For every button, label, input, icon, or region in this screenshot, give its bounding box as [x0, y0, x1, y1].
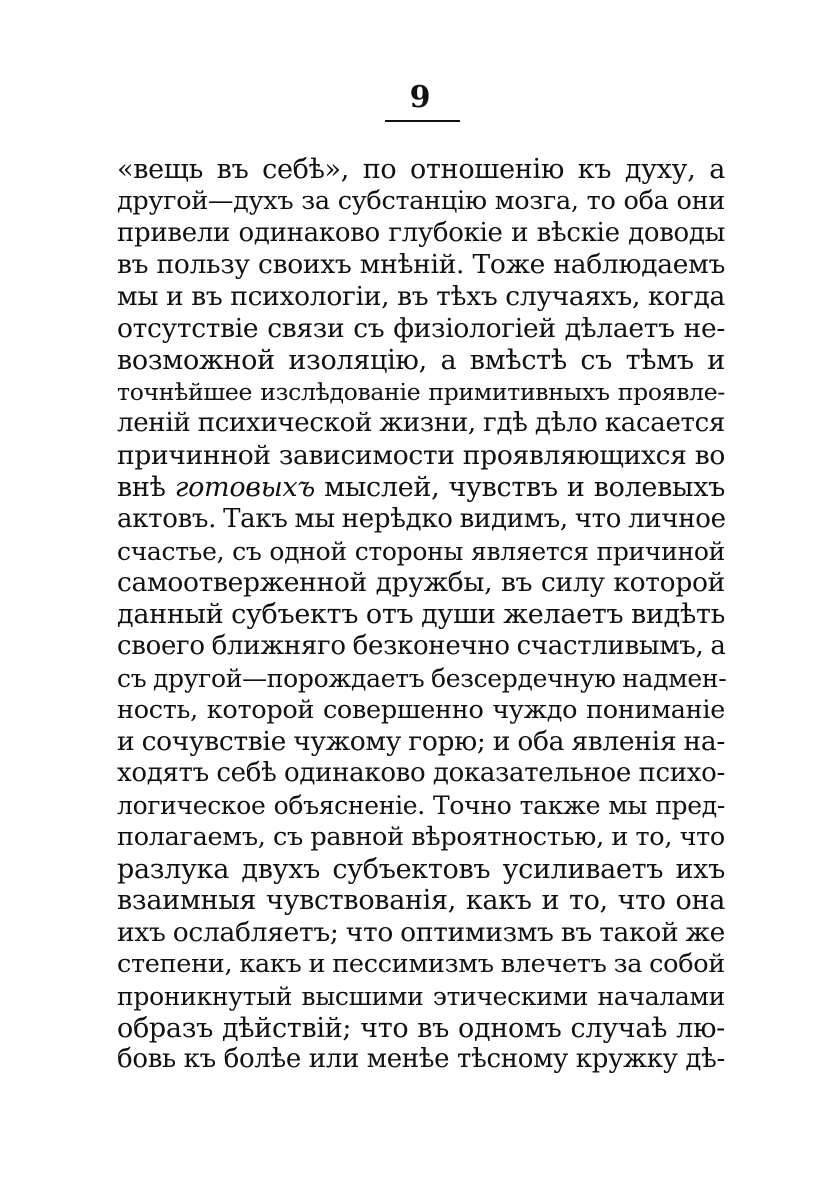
text-line: полагаемъ, съ равной вѣроятностью, и то, что — [117, 821, 725, 852]
text-line: леній психической жизни, гдѣ дѣло касается — [117, 408, 725, 439]
text-line: ходятъ себѣ одинаково доказательное психо- — [117, 758, 725, 789]
text-line: другой—духъ за субстанцію мозга, то оба они — [117, 185, 725, 216]
text-line: привели одинаково глубокіе и вѣскіе доводы — [117, 217, 725, 248]
text-line: степени, какъ и пессимизмъ влечетъ за собой — [117, 948, 725, 979]
text-line: отсутствіе связи съ физіологіей дѣлаетъ не- — [117, 312, 725, 344]
text-segment: внѣ — [117, 471, 175, 503]
text-line: данный субъектъ отъ души желаетъ видѣть — [117, 599, 725, 631]
text-line: счастье, съ одной стороны является причиной — [117, 536, 725, 566]
text-line: проникнутый высшими этическими началами — [117, 981, 725, 1011]
page-number-rule — [385, 120, 460, 122]
text-line: и сочувствіе чужому горю; и оба явленія на- — [117, 726, 725, 758]
text-line: «вещь въ себѣ», по отношенію къ духу, а — [117, 154, 725, 185]
body-text — [117, 154, 725, 1076]
text-line: ность, которой совершенно чуждо пониманіе — [117, 694, 725, 725]
text-line: разлука двухъ субъектовъ усиливаетъ ихъ — [117, 853, 725, 885]
text-line: возможной изоляцію, а вмѣстѣ съ тѣмъ и — [117, 344, 725, 376]
text-line: актовъ. Такъ мы нерѣдко видимъ, что личное — [117, 503, 726, 534]
text-line: бовь къ болѣе или менѣе тѣсному кружку дѣ- — [117, 1044, 725, 1075]
text-line: ихъ ослабляетъ; что оптимизмъ въ такой же — [117, 917, 725, 949]
text-line: образъ дѣйствій; что въ одномъ случаѣ лю- — [117, 1012, 725, 1044]
page-number: 9 — [409, 80, 431, 115]
text-line: съ другой—порождаетъ безсердечную надмен- — [117, 663, 727, 693]
text-line: своего ближняго безконечно счастливымъ, а — [117, 630, 726, 661]
text-line: въ пользу своихъ мнѣній. Тоже наблюдаемъ — [117, 249, 725, 281]
text-line-with-italic — [117, 472, 725, 504]
text-line: логическое объясненіе. Точно также мы пред- — [117, 790, 725, 820]
text-line: мы и въ психологіи, въ тѣхъ случаяхъ, когда — [117, 281, 725, 313]
text-line: самоотверженной дружбы, въ силу которой — [117, 567, 725, 599]
text-line: взаимныя чувствованія, какъ и то, что она — [117, 885, 725, 917]
text-line: точнѣйшее изслѣдованіе примитивныхъ проявле- — [117, 377, 725, 406]
text-line: причинной зависимости проявляющихся во — [117, 440, 725, 472]
text-segment: мыслей, чувствъ и волевыхъ — [315, 471, 725, 503]
italic-word: готовыхъ — [174, 471, 316, 503]
